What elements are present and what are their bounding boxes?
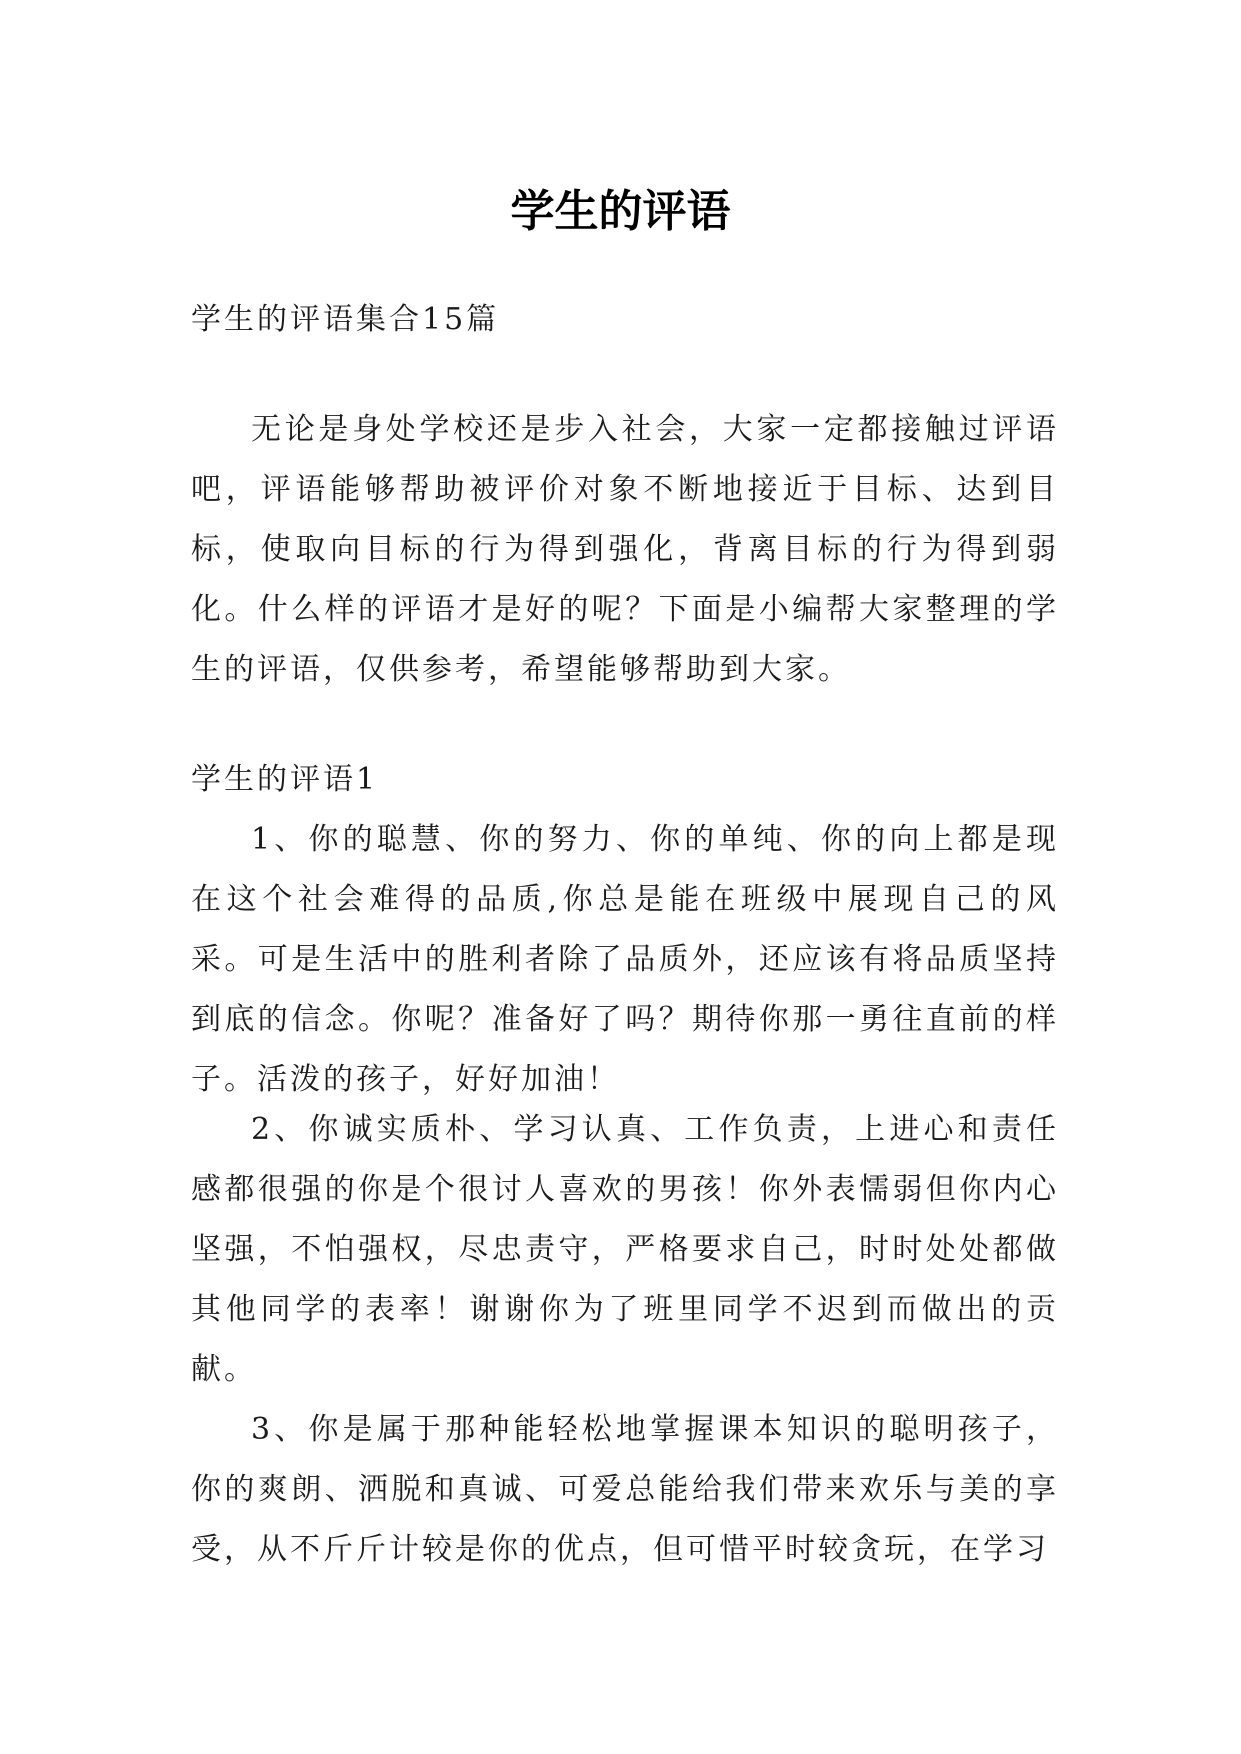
comment-item-3: 3、你是属于那种能轻松地掌握课本知识的聪明孩子，你的爽朗、洒脱和真诚、可爱总能给我们带来欢乐与美的享受，从不斤斤计较是你的优点，但可惜平时较贪玩，在学习 [191, 1412, 1059, 1567]
comment-item-1: 1、你的聪慧、你的努力、你的单纯、你的向上都是现在这个社会难得的品质,你总是能在班级中展现自己的风采。可是生活中的胜利者除了品质外，还应该有将品质坚持到底的信念。你呢？准备好了吗？期待你那一勇往直前的样子。活泼的孩子，好好加油！ [191, 822, 1059, 1097]
document-title: 学生的评语 [510, 186, 731, 238]
comment-item-2: 2、你诚实质朴、学习认真、工作负责，上进心和责任感都很强的你是个很讨人喜欢的男孩！你外表懦弱但你内心坚强，不怕强权，尽忠责守，严格要求自己，时时处处都做其他同学的表率！谢谢你为了班里同学不迟到而做出的贡献。 [191, 1112, 1059, 1387]
intro-paragraph: 无论是身处学校还是步入社会，大家一定都接触过评语吧，评语能够帮助被评价对象不断地接近于目标、达到目标，使取向目标的行为得到强化，背离目标的行为得到弱化。什么样的评语才是好的呢？下面是小编帮大家整理的学生的评语，仅供参考，希望能够帮助到大家。 [191, 412, 1059, 687]
document-subtitle: 学生的评语集合15篇 [191, 302, 500, 337]
section-heading: 学生的评语1 [191, 762, 379, 797]
